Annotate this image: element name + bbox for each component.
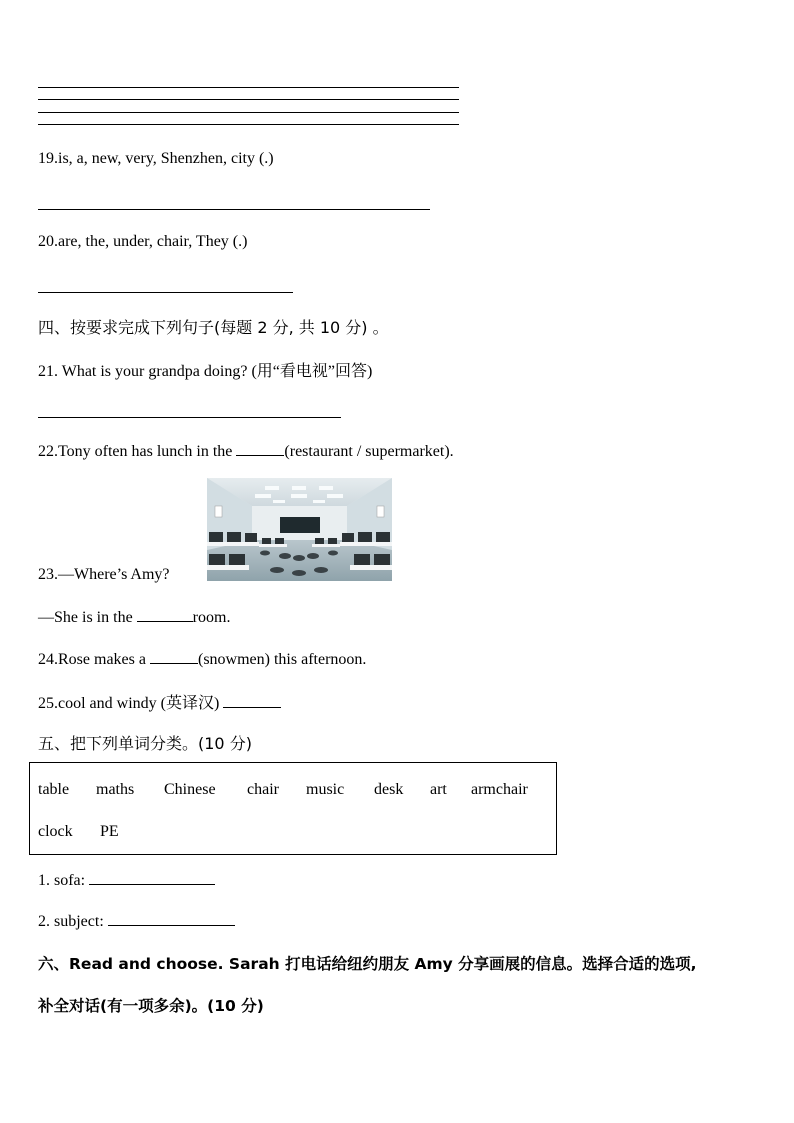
computer-room-photo <box>207 478 392 581</box>
word-bank-item: chair <box>247 781 279 798</box>
question-21 <box>38 358 372 381</box>
answer-line <box>38 87 459 88</box>
answer-line <box>38 124 459 125</box>
section-6-title-line-2: 补全对话(有一项多余)。(10 分) <box>38 997 264 1015</box>
answer-blank-22[interactable] <box>236 441 284 456</box>
question-21-text: 21. What is your grandpa doing? (用“看电视”回答) <box>38 363 373 380</box>
question-23: 23.—Where’s Amy? <box>38 566 170 583</box>
answer-line-20[interactable] <box>38 292 293 293</box>
word-bank-box <box>29 762 557 855</box>
question-19: 19.is, a, new, very, Shenzhen, city (.) <box>38 150 274 167</box>
question-25-text: 25.cool and windy (英译汉) <box>38 695 224 712</box>
question-24-before: 24.Rose makes a <box>38 651 150 668</box>
question-20: 20.are, the, under, chair, They (.) <box>38 233 248 250</box>
category-sofa <box>38 870 215 890</box>
question-22-before: 22.Tony often has lunch in the <box>38 443 237 460</box>
section-5-title: 五、把下列单词分类。(10 分) <box>38 734 252 753</box>
question-25 <box>38 690 281 713</box>
answer-blank-sofa[interactable] <box>89 870 215 885</box>
word-bank-item: maths <box>96 781 135 798</box>
word-bank-item: table <box>38 781 70 798</box>
section-4-title: 四、按要求完成下列句子(每题 2 分, 共 10 分) 。 <box>38 318 389 337</box>
question-23-answer <box>38 607 230 627</box>
answer-blank-25[interactable] <box>223 693 281 708</box>
answer-line <box>38 99 459 100</box>
word-bank-item: PE <box>100 823 119 840</box>
category-sofa-label: 1. sofa: <box>38 872 90 889</box>
word-bank-item: clock <box>38 823 73 840</box>
word-bank-item: Chinese <box>164 781 216 798</box>
answer-line <box>38 112 459 113</box>
question-24 <box>38 649 366 669</box>
word-bank-item: armchair <box>471 781 528 798</box>
answer-line-21[interactable] <box>38 417 341 418</box>
answer-blank-23[interactable] <box>137 607 193 622</box>
answer-blank-subject[interactable] <box>108 911 235 926</box>
question-24-after: (snowmen) this afternoon. <box>197 651 367 668</box>
word-bank-item: music <box>306 781 345 798</box>
answer-blank-24[interactable] <box>150 649 198 664</box>
word-bank-item: desk <box>374 781 404 798</box>
question-23-answer-before: —She is in the <box>38 609 137 626</box>
category-subject <box>38 911 235 931</box>
answer-line-19[interactable] <box>38 209 430 210</box>
section-6-title-line-1: 六、Read and choose. Sarah 打电话给纽约朋友 Amy 分享画展的信息。选择合适的选项, <box>38 955 697 973</box>
question-22 <box>38 441 454 461</box>
category-subject-label: 2. subject: <box>38 913 108 930</box>
question-22-after: (restaurant / supermarket). <box>284 443 454 460</box>
question-23-answer-after: room. <box>192 609 231 626</box>
word-bank-item: art <box>430 781 447 798</box>
